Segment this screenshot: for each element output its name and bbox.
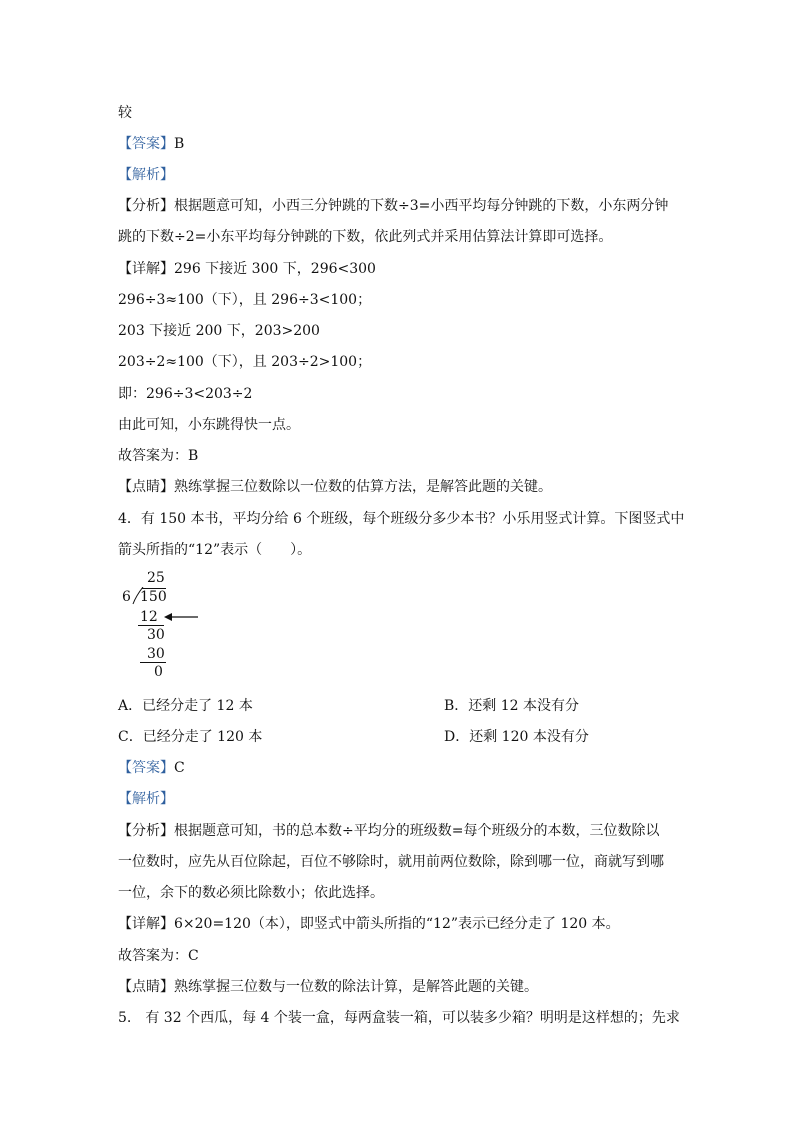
answer-line — [118, 759, 678, 777]
final-answer-text: 故答案为：C — [118, 948, 199, 964]
step-product-30: 30 — [147, 646, 165, 662]
fenxi-text: 根据题意可知，书的总本数÷平均分的班级数=每个班级分的本数，三位数除以 — [174, 823, 660, 839]
fenxi-text-cont: 跳的下数÷2=小东平均每分钟跳的下数，依此列式并采用估算法计算即可选择。 — [118, 229, 613, 245]
fenxi-line — [118, 822, 678, 840]
calc-text: 203÷2≈100（下），且 203÷2>100； — [118, 354, 372, 370]
fenxi-tag: 【分析】 — [118, 823, 174, 839]
final-answer-line — [118, 447, 678, 465]
question-text-cont: 箭头所指的“12”表示（ ）。 — [118, 542, 312, 558]
calc-line — [118, 353, 678, 371]
xiangjie-line — [118, 260, 678, 278]
xiangjie-tag: 【详解】 — [118, 261, 174, 277]
long-division-figure — [118, 568, 238, 688]
fenxi-text-cont: 一位，余下的数必须比除数小；依此选择。 — [118, 885, 384, 901]
fenxi-line — [118, 197, 678, 215]
question-5 — [118, 1009, 678, 1027]
analysis-tag: 【解析】 — [118, 791, 174, 807]
quotient: 25 — [147, 570, 165, 586]
answer-value: C — [174, 760, 185, 776]
answer-value: B — [174, 136, 185, 152]
arrow-left-icon — [164, 610, 200, 624]
calc-text: 296÷3≈100（下），且 296÷3<100； — [118, 292, 372, 308]
dianjing-tag: 【点睛】 — [118, 479, 174, 495]
step-product-12: 12 — [140, 609, 158, 625]
fenxi-text: 根据题意可知，小西三分钟跳的下数÷3=小西平均每分钟跳的下数，小东两分钟 — [174, 198, 669, 214]
analysis-tag: 【解析】 — [118, 167, 174, 183]
xiangjie-line — [118, 915, 678, 933]
line-text: 较 — [118, 105, 132, 121]
calc-text: 即：296÷3<203÷2 — [118, 386, 253, 402]
fenxi-line-cont — [118, 884, 678, 902]
xiangjie-tag: 【详解】 — [118, 916, 174, 932]
fenxi-line-cont — [118, 853, 678, 871]
fenxi-line-cont — [118, 228, 678, 246]
analysis-heading — [118, 790, 678, 808]
question-text: 5. 有 32 个西瓜，每 4 个装一盒，每两盒装一箱，可以装多少箱？明明是这样想的；先求 — [118, 1010, 680, 1026]
xiangjie-text: 296 下接近 300 下，296<300 — [174, 261, 376, 277]
option-b: B．还剩 12 本没有分 — [444, 698, 580, 714]
final-answer-line — [118, 947, 678, 965]
calc-line — [118, 322, 678, 340]
remainder-1: 30 — [147, 627, 165, 643]
dianjing-line — [118, 478, 678, 496]
dianjing-text: 熟练掌握三位数除以一位数的估算方法，是解答此题的关键。 — [174, 479, 552, 495]
option-d: D．还剩 120 本没有分 — [444, 729, 589, 745]
dianjing-line — [118, 978, 678, 996]
dianjing-text: 熟练掌握三位数与一位数的除法计算，是解答此题的关键。 — [174, 979, 538, 995]
answer-tag: 【答案】 — [118, 760, 174, 776]
fenxi-text-cont: 一位数时，应先从百位除起，百位不够除时，就用前两位数除，除到哪一位，商就写到哪 — [118, 854, 664, 870]
calc-text: 203 下接近 200 下，203>200 — [118, 323, 320, 339]
question-4 — [118, 510, 685, 528]
conclusion-line — [118, 416, 678, 434]
fenxi-tag: 【分析】 — [118, 198, 174, 214]
text-line — [118, 104, 678, 122]
dianjing-tag: 【点睛】 — [118, 979, 174, 995]
analysis-heading — [118, 166, 678, 184]
divisor: 6 — [122, 589, 131, 605]
answer-tag: 【答案】 — [118, 136, 174, 152]
calc-line — [118, 291, 678, 309]
option-a: A．已经分走了 12 本 — [118, 698, 253, 714]
answer-line — [118, 135, 678, 153]
step-underline — [140, 662, 166, 663]
dividend: 150 — [140, 589, 167, 605]
conclusion-text: 由此可知，小东跳得快一点。 — [118, 417, 300, 433]
final-answer-text: 故答案为：B — [118, 448, 199, 464]
option-c: C．已经分走了 120 本 — [118, 729, 263, 745]
question-4-cont — [118, 541, 678, 559]
step-underline — [138, 625, 164, 626]
remainder-final: 0 — [154, 664, 163, 680]
xiangjie-text: 6×20=120（本），即竖式中箭头所指的“12”表示已经分走了 120 本。 — [174, 916, 620, 932]
calc-line — [118, 385, 678, 403]
question-text: 4．有 150 本书，平均分给 6 个班级，每个班级分多少本书？小乐用竖式计算。下图竖式中 — [118, 511, 685, 527]
